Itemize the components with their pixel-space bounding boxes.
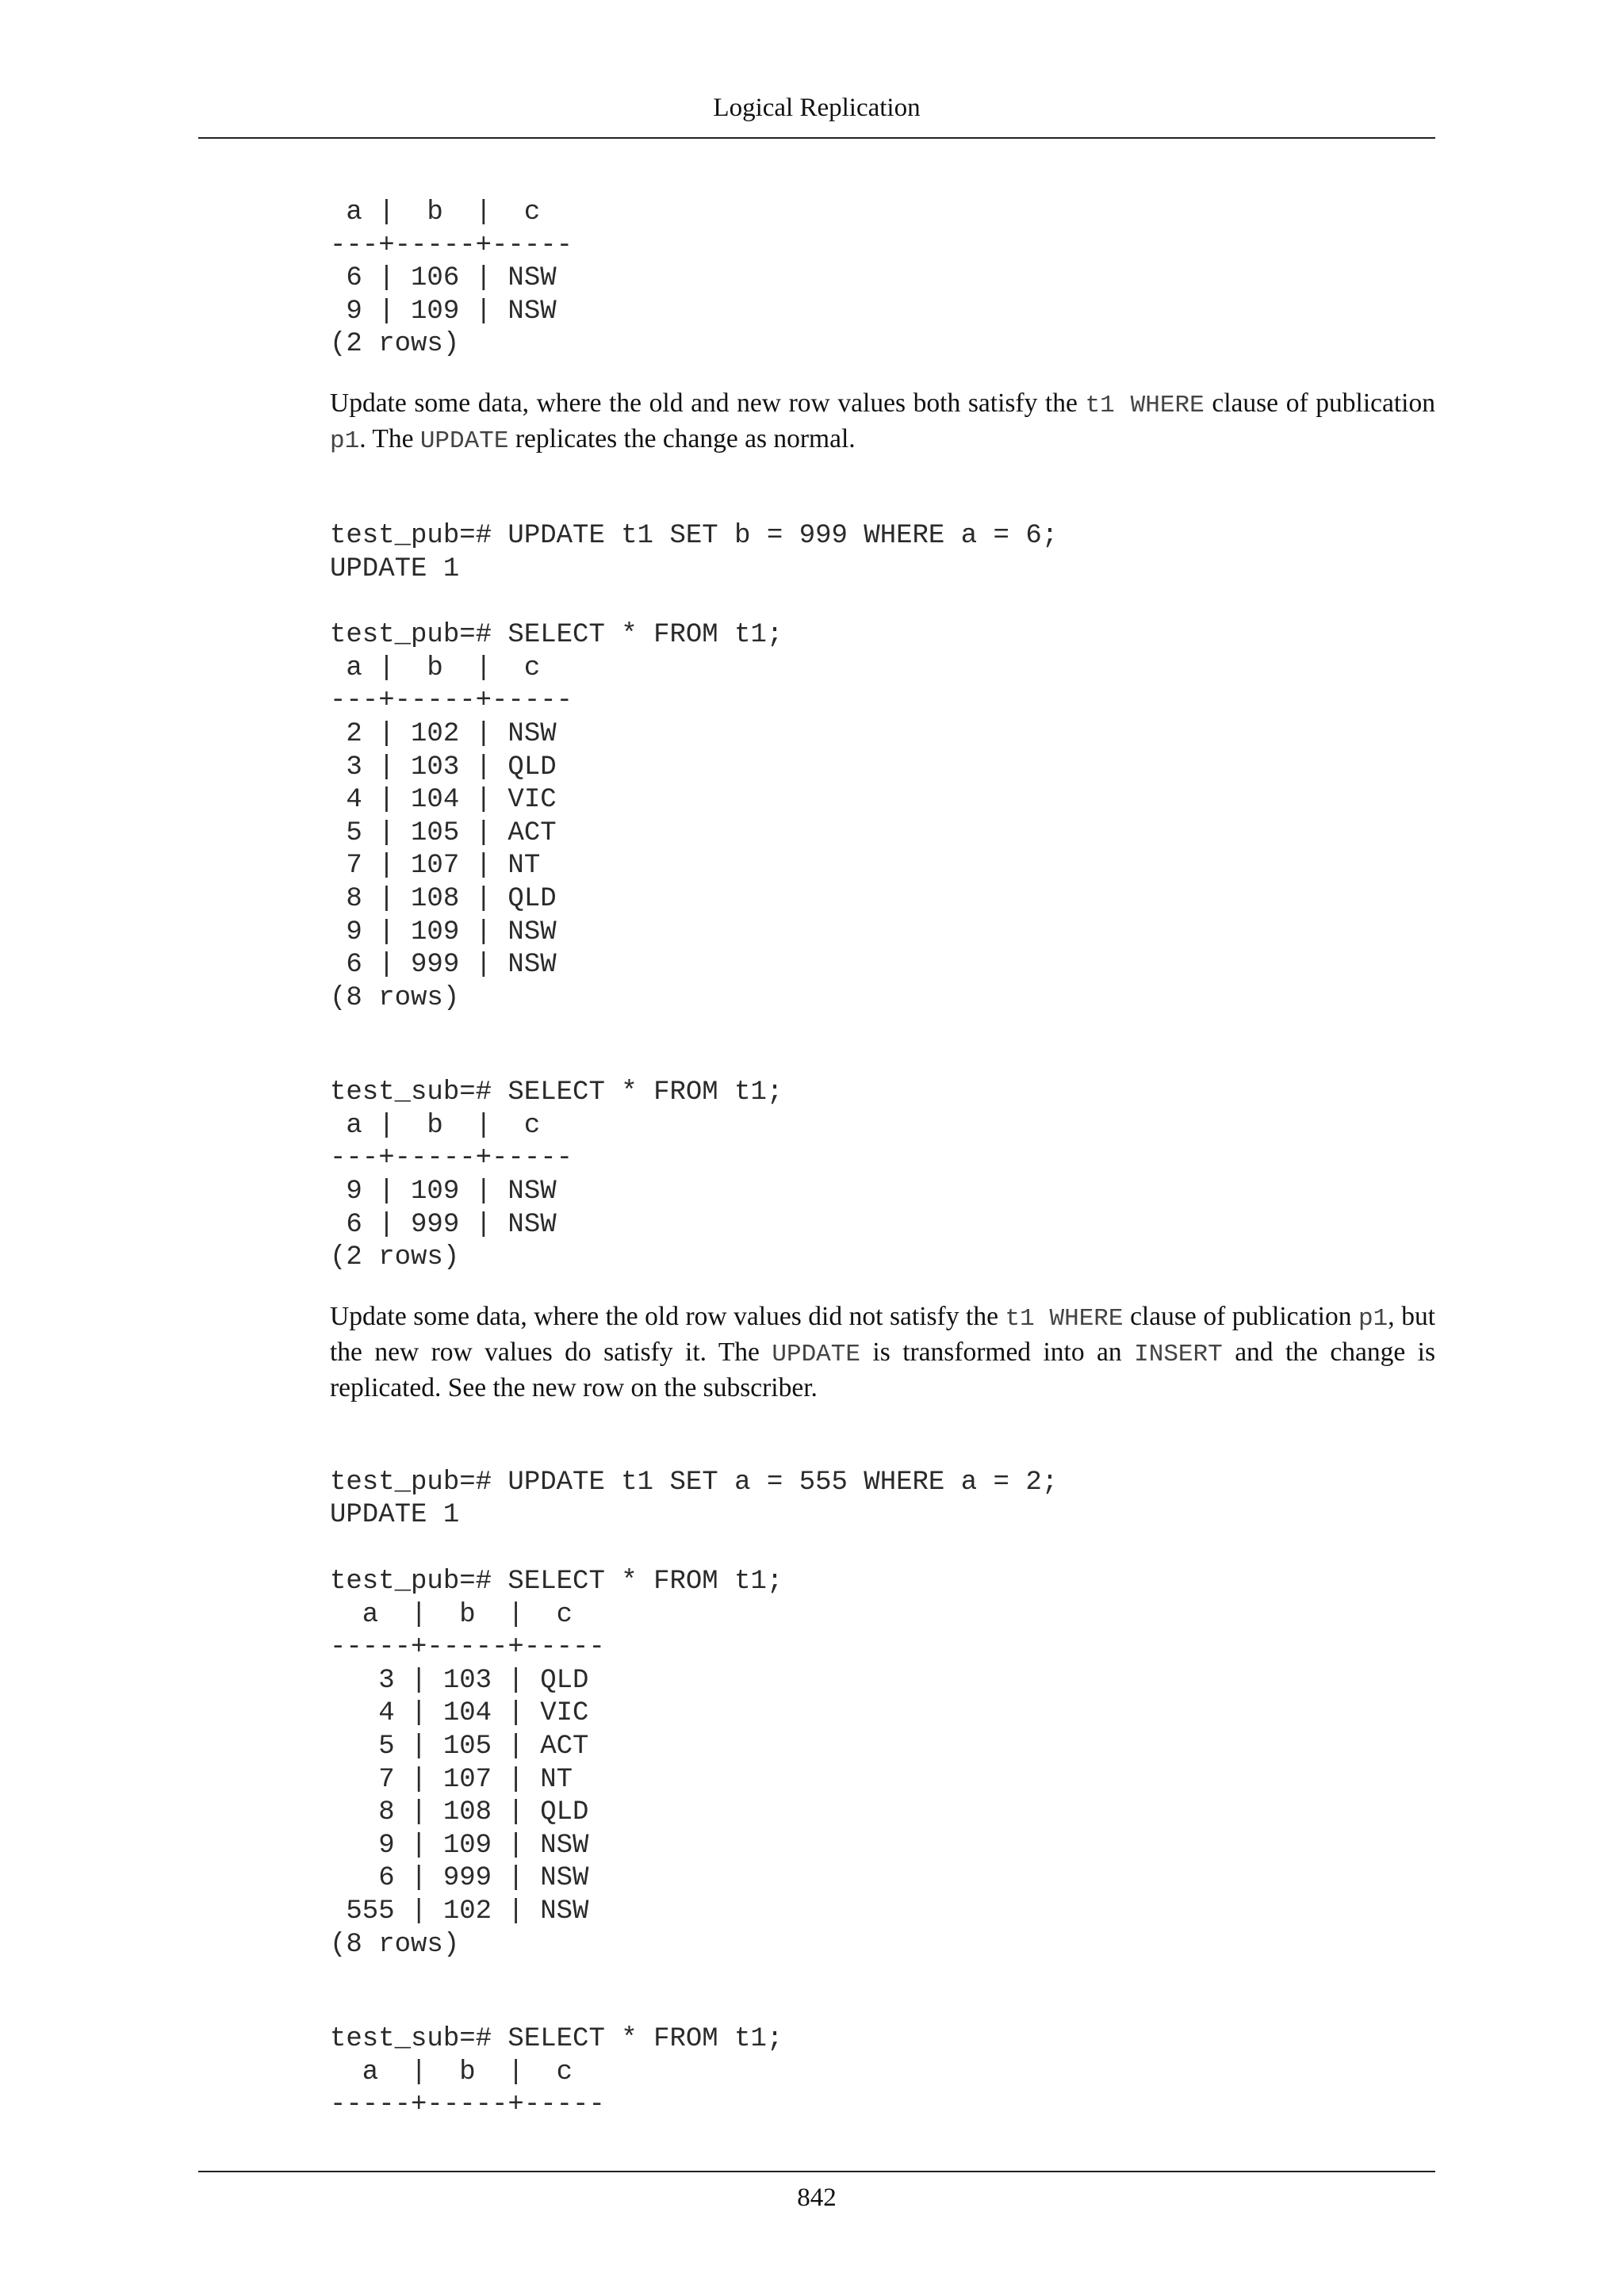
text-run: Update some data, where the old row values did not satisfy the (330, 1301, 1005, 1331)
inline-code: INSERT (1134, 1340, 1223, 1368)
inline-code: UPDATE (772, 1340, 860, 1368)
paragraph-update-normal (330, 387, 1435, 458)
text-run: is transformed into an (860, 1337, 1135, 1367)
inline-code: p1 (330, 427, 360, 455)
code-block-publisher-select: test_pub=# SELECT * FROM t1; a | b | c -----+-----+----- 3 | 103 | QLD 4 | 104 | VIC 5 | 105 | ACT 7 | 107 | NT 8 | 108 | QLD 9 | 109 | NSW 6 | 999 | NSW 555 | 102 | NSW (8 rows) (330, 1567, 783, 1960)
code-block-publisher-update: test_pub=# UPDATE t1 SET a = 555 WHERE a = 2; UPDATE 1 (330, 1467, 1059, 1531)
inline-code: UPDATE (419, 427, 509, 455)
running-header: Logical Replication (713, 94, 921, 122)
text-run: Update some data, where the old and new row values both satisfy the (330, 388, 1086, 418)
code-block-subscriber-select: test_sub=# SELECT * FROM t1; a | b | c -----+-----+----- (330, 2024, 783, 2121)
text-run: clause of publication (1204, 388, 1435, 418)
page-number: 842 (797, 2183, 837, 2212)
code-block-subscriber-result: a | b | c ---+-----+----- 6 | 106 | NSW 9 | 109 | NSW (2 rows) (330, 197, 573, 360)
inline-code: t1 WHERE (1085, 391, 1205, 419)
inline-code: t1 WHERE (1005, 1304, 1124, 1333)
paragraph-update-to-insert (330, 1300, 1435, 1405)
text-run: and the change is replicated. See the new row on the subscriber. (330, 1337, 1435, 1402)
text-run: clause of publication (1123, 1301, 1359, 1331)
text-run: replicates the change as normal. (508, 423, 856, 453)
header-rule (198, 137, 1435, 139)
code-block-publisher-update: test_pub=# UPDATE t1 SET b = 999 WHERE a = 6; UPDATE 1 (330, 520, 1059, 584)
code-block-publisher-select: test_pub=# SELECT * FROM t1; a | b | c ---+-----+----- 2 | 102 | NSW 3 | 103 | QLD 4 | 104 | VIC 5 | 105 | ACT 7 | 107 | NT 8 | 108 | QLD 9 | 109 | NSW 6 | 999 | NSW (8 rows) (330, 620, 783, 1013)
page-content (330, 197, 1435, 2122)
code-block-subscriber-select: test_sub=# SELECT * FROM t1; a | b | c ---+-----+----- 9 | 109 | NSW 6 | 999 | NSW (2 rows) (330, 1077, 783, 1273)
footer-rule (198, 2171, 1435, 2172)
inline-code: p1 (1358, 1304, 1388, 1333)
text-run: , but the new row values do satisfy it. The (330, 1301, 1435, 1367)
text-run: . The (359, 423, 420, 453)
